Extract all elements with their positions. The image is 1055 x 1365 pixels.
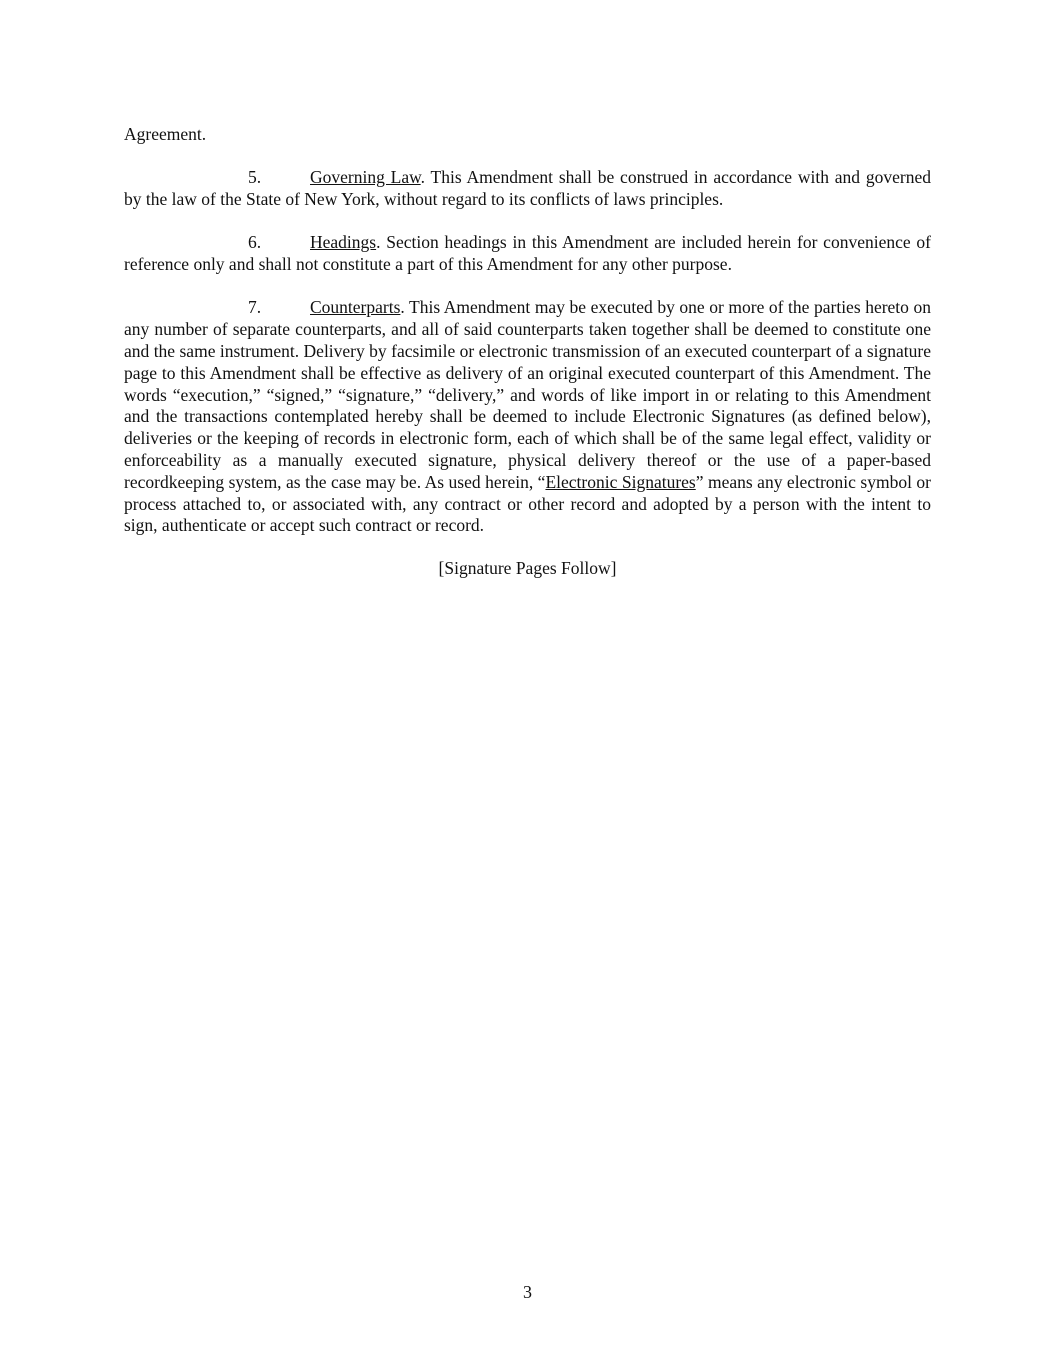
section-text: . This Amendment shall be construed in accordance with and governed by the law of the State of New York, without regard to its conflicts of laws principles. <box>124 167 931 210</box>
section-5 <box>124 167 931 211</box>
defined-term: Electronic Signatures <box>545 471 696 492</box>
section-number: 6. <box>248 232 262 253</box>
section-7 <box>124 297 931 537</box>
signature-note: [Signature Pages Follow] <box>438 558 617 579</box>
page-number: 3 <box>523 1282 532 1302</box>
section-6 <box>124 232 931 276</box>
section-heading: Counterparts <box>310 297 401 318</box>
section-text: . This Amendment may be executed by one or more of the parties hereto on any number of separate counterparts, and all of said counterparts taken together shall be deemed to constitute one and the same instrument. Delivery by facsimile or electronic transmission of an executed counterpart of a signature page to this Amendment shall be effective as delivery of an original executed counterpart of this Amendment. The words “execution,” “signed,” “signature,” “delivery,” and words of like import in or relating to this Amendment and the transactions contemplated hereby shall be deemed to include Electronic Signatures (as defined below), deliveries or the keeping of records in electronic form, each of which shall be of the same legal effect, validity or enforceability as a manually executed signature, physical delivery thereof or the use of a paper-based recordkeeping system, as the case may be. As used herein, “ <box>124 297 931 492</box>
document-body <box>124 124 931 580</box>
section-heading: Governing Law <box>310 167 421 188</box>
section-heading: Headings <box>310 232 377 253</box>
section-text: . Section headings in this Amendment are included herein for convenience of reference only and shall not constitute a part of this Amendment for any other purpose. <box>124 232 931 275</box>
lead-line: Agreement. <box>124 124 207 144</box>
section-number: 7. <box>248 297 262 318</box>
section-number: 5. <box>248 167 262 188</box>
section-text-after: ” means any electronic symbol or process attached to, or associated with, any contract or other record and adopted by a person with the intent to sign, authenticate or accept such contract or record. <box>124 471 931 536</box>
